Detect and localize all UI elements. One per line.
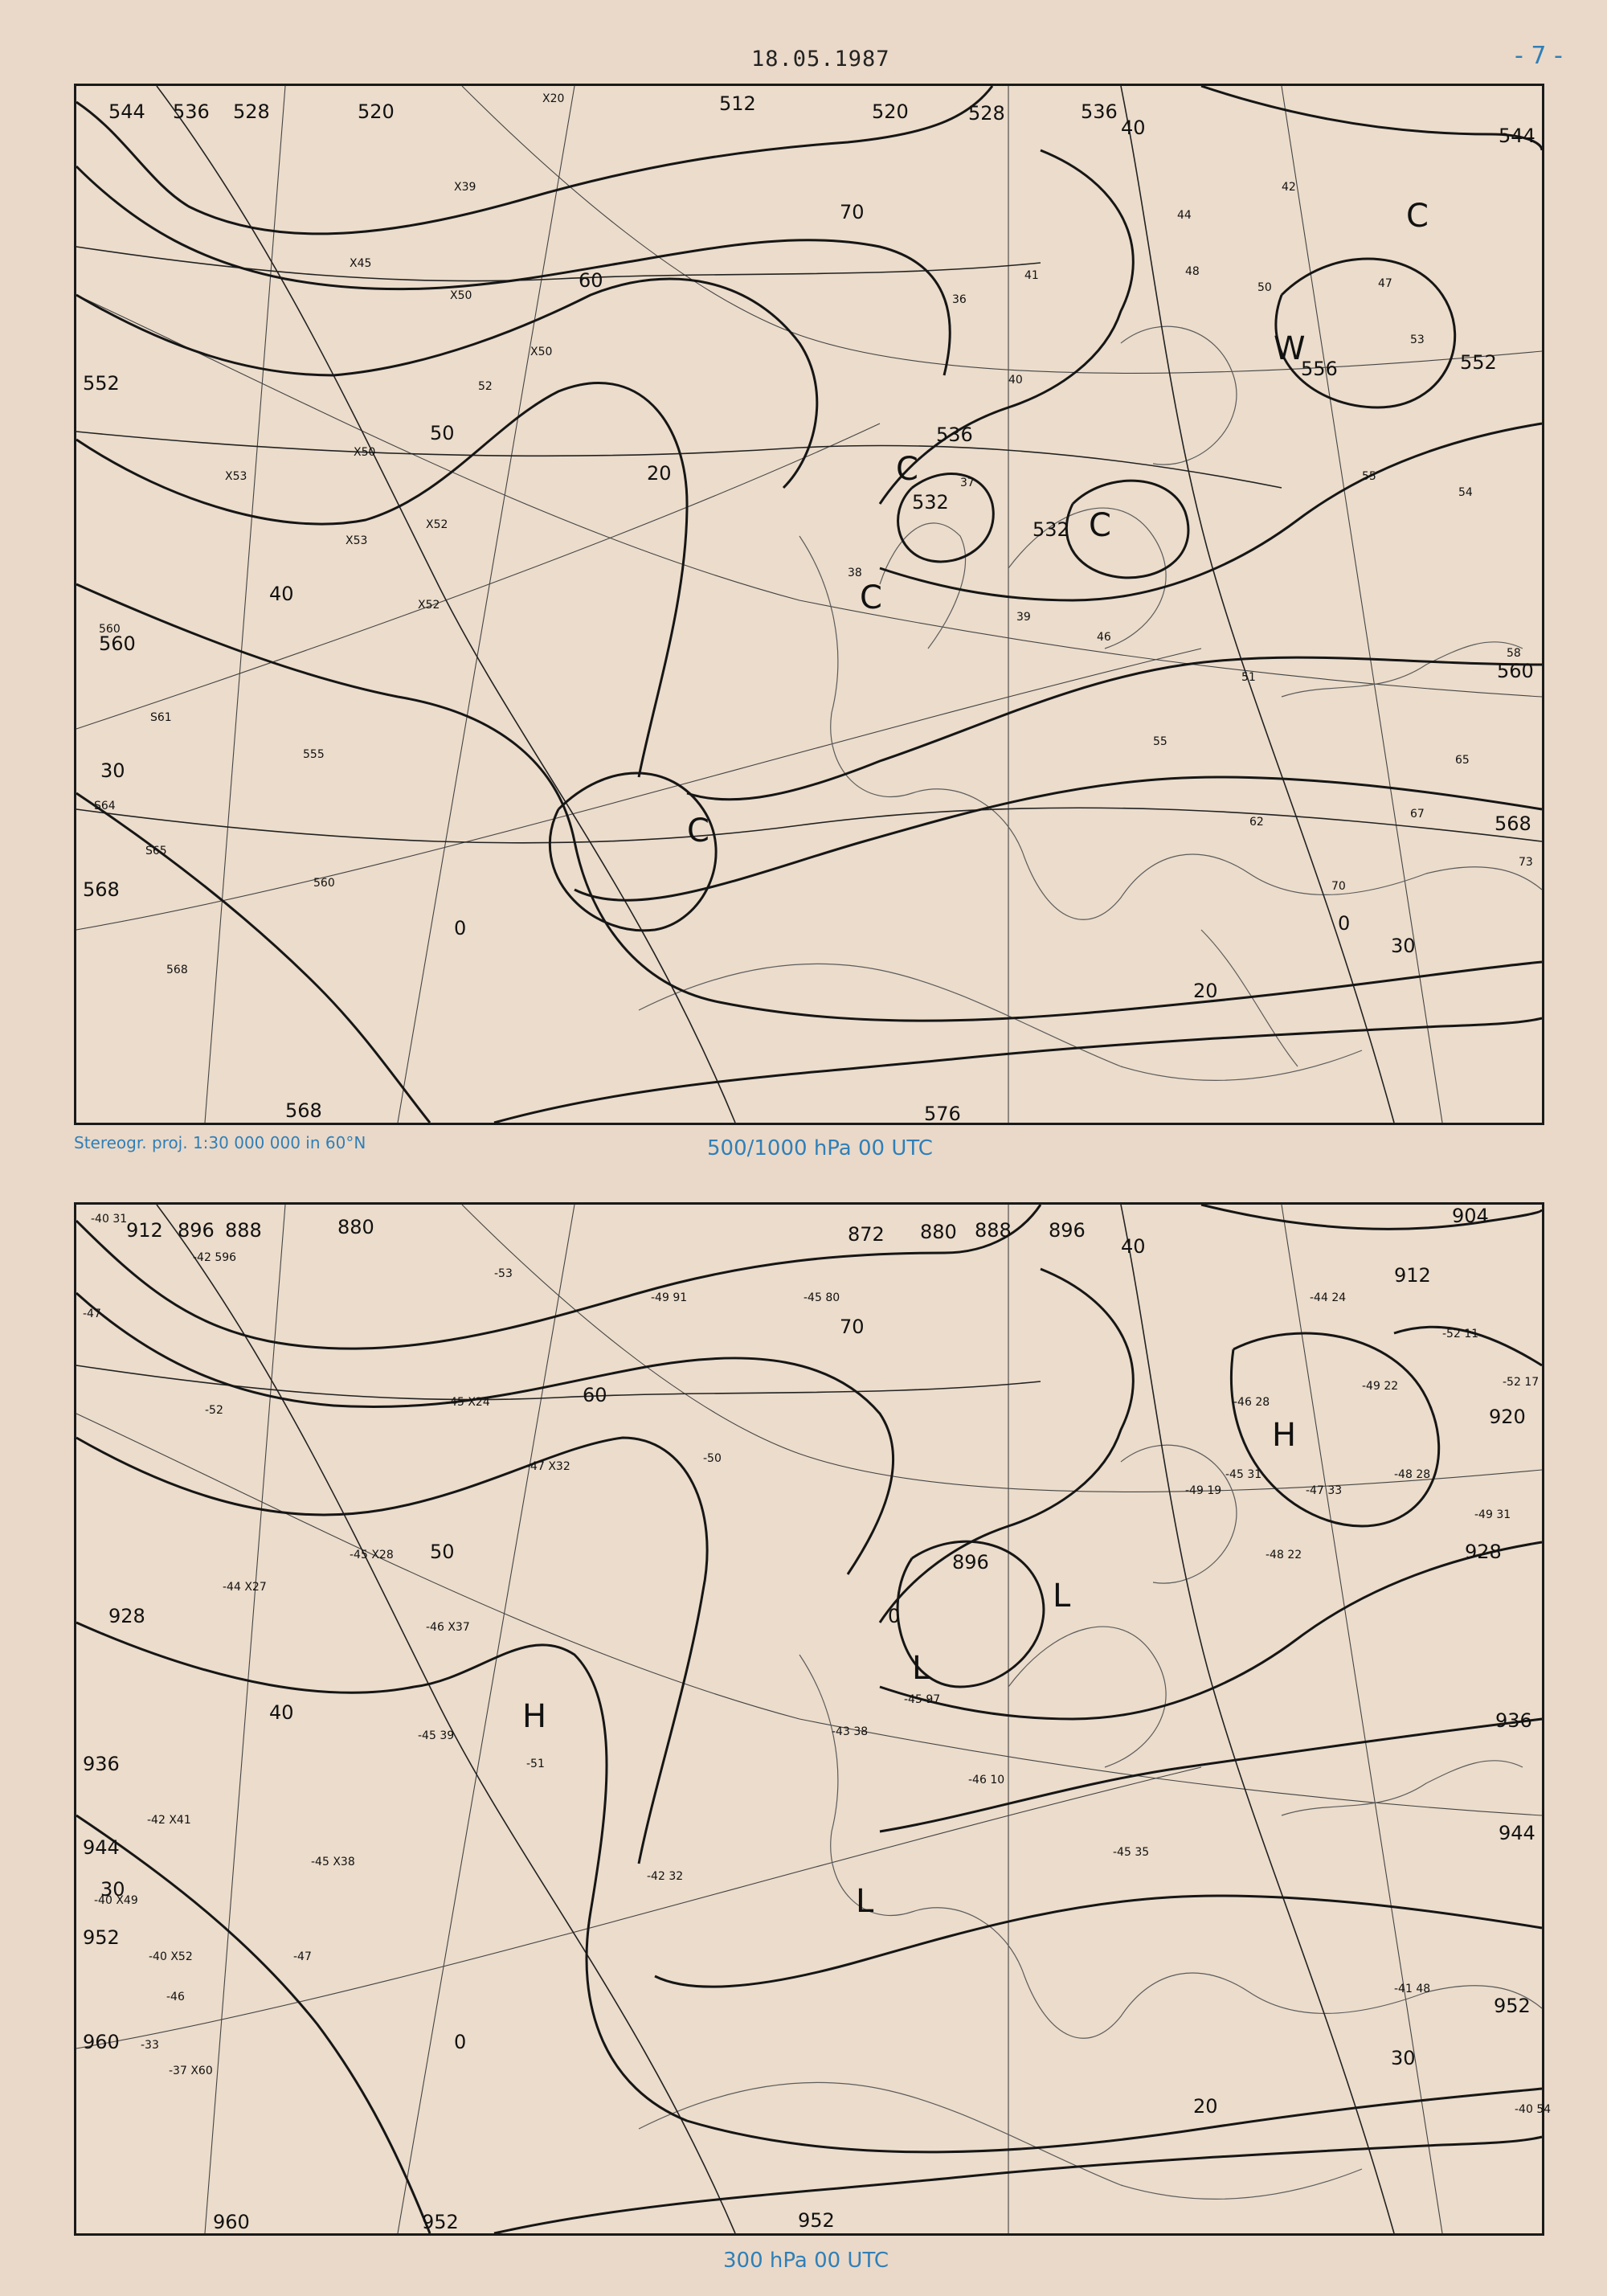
station-obs: 47 [1378,277,1392,290]
map2-caption: 300 hPa 00 UTC [723,2249,889,2273]
station-obs: 51 [1241,671,1256,684]
station-obs: 65 [1455,754,1470,767]
contour-label: 528 [233,100,270,123]
contour-label: 904 [1452,1205,1489,1227]
contour-label: 944 [83,1836,120,1859]
station-obs: 36 [952,293,967,306]
page-number: - 7 - [1515,42,1563,70]
station-obs: -46 28 [1233,1396,1270,1409]
station-obs: 37 [960,477,975,489]
contour-label: 936 [83,1753,120,1775]
graticule-lines [76,1205,1542,2233]
station-obs: 48 [1185,265,1200,278]
station-obs: X52 [418,599,440,612]
station-obs: X50 [530,346,553,358]
isohypses [76,1205,1542,2233]
station-obs: -45 X38 [311,1856,355,1868]
map-500-1000-svg [76,86,1542,1123]
station-obs: -40 31 [91,1213,128,1226]
contour-label: 936 [1495,1709,1532,1732]
station-obs: -46 X37 [426,1621,470,1634]
station-obs: X45 [350,257,372,270]
station-obs: 38 [848,567,862,579]
contour-label: 896 [178,1219,215,1242]
thickness-label: 30 [1391,935,1416,957]
station-obs: -46 [166,1991,185,2003]
map1-thickness-labels [100,117,1416,1002]
contour-label: 928 [108,1605,145,1627]
high-center: H [522,1698,547,1735]
contour-label: 960 [83,2031,120,2053]
contour-label: 532 [1032,518,1069,541]
map-300-hpa [74,1202,1552,2236]
station-obs: 50 [1257,281,1272,294]
thickness-label: 50 [430,1541,455,1563]
station-obs: 44 [1177,209,1192,222]
station-obs: -50 [703,1452,722,1465]
map1-station-obs [94,92,1533,976]
contour-label: 888 [975,1219,1012,1242]
station-obs: 568 [166,964,188,976]
station-obs: 70 [1331,880,1346,893]
contour-label: 912 [126,1219,163,1242]
station-obs: -45 31 [1225,1468,1262,1481]
contour-label: 552 [1460,351,1497,374]
station-obs: X50 [450,289,472,302]
station-obs: S64 [94,800,116,812]
station-obs: -47 [293,1950,312,1963]
station-obs: X52 [426,518,448,531]
station-obs: 40 [1008,374,1023,387]
map2-centers [522,1417,1296,1920]
thickness-label: 0 [1338,912,1351,935]
coastlines [639,326,1542,1080]
station-obs: 42 [1282,181,1296,194]
contour-label: 520 [358,100,395,123]
contour-label: 576 [924,1103,961,1125]
station-obs: -46 10 [968,1774,1005,1786]
contour-label: 536 [173,100,210,123]
station-obs: 55 [1362,470,1376,483]
contour-label: 960 [213,2211,250,2233]
station-obs: -40 54 [1515,2103,1552,2116]
cold-center: C [1406,198,1429,235]
contour-label: 880 [920,1221,957,1243]
station-obs: S61 [150,711,172,724]
page-date: 18.05.1987 [751,47,890,72]
thickness-label: 70 [840,201,865,223]
coastlines [639,1445,1542,2199]
contour-label: 952 [798,2209,835,2232]
map-300-svg [76,1205,1552,2233]
station-obs: -43 38 [832,1725,869,1738]
contour-label: 520 [872,100,909,123]
thickness-label: 20 [1193,980,1218,1002]
station-obs: 39 [1016,611,1031,624]
station-obs: -41 48 [1394,1983,1431,1995]
contour-label: 536 [936,424,973,446]
isohypses [76,86,1542,1123]
station-obs: -49 91 [651,1291,688,1304]
contour-label: 544 [1499,125,1535,147]
station-obs: 560 [313,877,335,890]
contour-label: 888 [225,1219,262,1242]
station-obs: -45 X24 [446,1396,490,1409]
thickness-label: 0 [454,917,467,939]
station-obs: 54 [1458,486,1473,499]
cold-center: C [896,451,918,488]
station-obs: -49 22 [1362,1380,1399,1393]
station-obs: 55 [1153,735,1167,748]
station-obs: -49 31 [1474,1508,1511,1521]
contour-label: 552 [83,372,120,395]
station-obs: -42 X41 [147,1814,191,1827]
contour-label: 952 [1494,1995,1531,2017]
map1-caption: 500/1000 hPa 00 UTC [707,1136,933,1160]
thickness-label: 0 [888,1605,901,1627]
map2-thickness-labels [100,1235,1416,2118]
station-obs: -48 22 [1266,1549,1302,1561]
station-obs: -42 32 [647,1870,684,1883]
station-obs: 41 [1024,269,1039,282]
station-obs: -47 [83,1308,101,1320]
contour-label: 952 [422,2211,459,2233]
station-obs: -37 X60 [169,2065,213,2077]
station-obs: -42 596 [193,1251,237,1264]
contour-label: 560 [1497,660,1534,682]
station-obs: -52 [205,1404,223,1417]
station-obs: -45 35 [1113,1846,1150,1859]
station-obs: 73 [1519,856,1533,869]
contour-label: 568 [285,1099,322,1122]
low-center: L [856,1883,874,1920]
station-obs: -45 X28 [350,1549,394,1561]
station-obs: -47 33 [1306,1484,1343,1497]
contour-label: 952 [83,1926,120,1949]
thickness-label: 40 [1121,117,1146,139]
map2-station-obs [83,1213,1551,2116]
contour-label: 544 [108,100,145,123]
station-obs: -33 [141,2039,159,2052]
station-obs: X53 [346,534,368,547]
thickness-label: 30 [1391,2047,1416,2069]
thickness-lines [76,86,1542,1123]
contour-label: 896 [952,1551,989,1574]
contour-label: 896 [1049,1219,1086,1242]
thickness-label: 0 [454,2031,467,2053]
contour-label: 556 [1301,358,1338,380]
contour-label: 532 [912,491,949,514]
station-obs: 560 [99,623,121,636]
station-obs: S65 [145,845,167,857]
station-obs: -45 80 [804,1291,840,1304]
station-obs: 555 [303,748,325,761]
thickness-label: 50 [430,422,455,444]
map2-contour-labels [83,1205,1535,2233]
station-obs: 53 [1410,334,1425,346]
station-obs: -44 X27 [223,1581,267,1594]
station-obs: X50 [354,446,376,459]
station-obs: -52 11 [1442,1328,1479,1340]
contour-label: 872 [848,1223,885,1246]
station-obs: X53 [225,470,247,483]
contour-label: 512 [719,92,756,115]
thickness-label: 20 [647,462,672,485]
station-obs: -48 28 [1394,1468,1431,1481]
station-obs: -44 24 [1310,1291,1347,1304]
projection-note: Stereogr. proj. 1:30 000 000 in 60°N [74,1133,366,1152]
contour-label: 944 [1499,1822,1535,1844]
thickness-label: 40 [1121,1235,1146,1258]
station-obs: -40 X52 [149,1950,193,1963]
station-obs: 52 [478,380,493,393]
map-500-1000-hpa [74,84,1544,1125]
station-obs: -40 X49 [94,1894,138,1907]
contour-label: 912 [1394,1264,1431,1287]
high-center: H [1272,1417,1297,1454]
station-obs: -45 97 [904,1693,941,1706]
thickness-label: 60 [579,269,603,292]
thickness-label: 70 [840,1316,865,1338]
station-obs: 46 [1097,631,1111,644]
contour-label: 568 [1495,812,1531,835]
cold-center: C [687,812,709,849]
contour-label: 928 [1465,1541,1502,1563]
low-center: L [912,1650,930,1687]
contour-label: 568 [83,878,120,901]
thickness-label: 40 [269,1701,294,1724]
station-obs: -51 [526,1758,545,1770]
graticule-lines [76,86,1542,1123]
thickness-label: 20 [1193,2095,1218,2118]
station-obs: 58 [1507,647,1521,660]
cold-center: C [860,579,882,616]
contour-label: 560 [99,632,136,655]
station-obs: X39 [454,181,476,194]
station-obs: 67 [1410,808,1425,821]
contour-label: 880 [337,1216,374,1238]
thickness-label: 40 [269,583,294,605]
warm-center: W [1274,330,1306,367]
station-obs: X20 [542,92,565,105]
contour-label: 528 [968,102,1005,125]
station-obs: -49 19 [1185,1484,1222,1497]
thickness-label: 60 [583,1384,607,1406]
contour-label: 920 [1489,1406,1526,1428]
station-obs: -45 39 [418,1729,455,1742]
contour-label: 536 [1081,100,1118,123]
thickness-label: 30 [100,759,125,782]
station-obs: -53 [494,1267,513,1280]
station-obs: 62 [1249,816,1264,829]
cold-center: C [1089,507,1111,544]
station-obs: -52 17 [1503,1376,1540,1389]
thickness-label: 30 [100,1878,125,1901]
low-center: L [1053,1578,1071,1615]
station-obs: -47 X32 [526,1460,570,1473]
